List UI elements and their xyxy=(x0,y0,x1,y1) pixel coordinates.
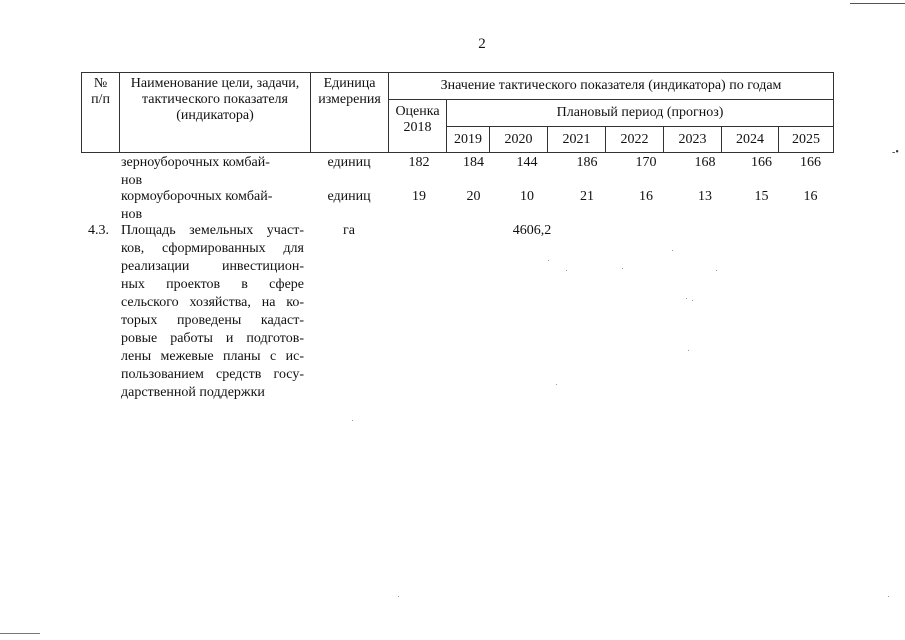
row-value: 168 xyxy=(694,155,716,170)
row-name: Площадь земельных участ- ков, сформированных для реализации инвестицион- ных проектов в сфере сельского хозяйства, на ко- торых проведены кадаст- ровые работы и подготов- лены межевые планы с ис- пользованием средств госу- дарственной поддержки xyxy=(121,223,304,400)
row-unit: га xyxy=(343,223,355,238)
row-value: 10 xyxy=(520,189,534,204)
top-edge-line xyxy=(850,3,905,4)
row-name: зерноуборочных комбай- нов xyxy=(121,155,270,188)
scan-speck xyxy=(888,596,889,597)
row-value: 166 xyxy=(751,155,772,170)
scan-speck xyxy=(672,250,673,251)
row-value: 20 xyxy=(466,189,481,204)
row-value: 166 xyxy=(800,155,821,170)
bottom-edge-line xyxy=(0,633,40,634)
row-name: кормоуборочных комбай- нов xyxy=(121,189,273,222)
row-value: 4606,2 xyxy=(512,223,552,238)
row-value: 184 xyxy=(463,155,484,170)
row-value: 182 xyxy=(408,155,430,170)
table-header xyxy=(81,72,834,153)
page-number: 2 xyxy=(478,36,486,52)
row-value: 19 xyxy=(412,189,426,204)
row-value: 15 xyxy=(754,189,769,204)
header-year: 2019 xyxy=(447,127,490,153)
scan-speck xyxy=(692,300,693,301)
scan-speck xyxy=(686,298,687,299)
row-number: 4.3. xyxy=(88,223,109,238)
scan-speck xyxy=(622,268,623,269)
header-year: 2025 xyxy=(779,127,834,153)
header-year: 2023 xyxy=(664,127,722,153)
row-value: 170 xyxy=(635,155,657,170)
row-value: 13 xyxy=(698,189,712,204)
scan-speck xyxy=(688,350,689,351)
scan-speck xyxy=(716,270,717,271)
row-value: 16 xyxy=(803,189,818,204)
header-unit: Единица измерения xyxy=(311,73,389,153)
header-year: 2022 xyxy=(606,127,664,153)
row-value: 144 xyxy=(516,155,538,170)
header-values-title: Значение тактического показателя (индикатора) по годам xyxy=(389,73,834,100)
row-unit: единиц xyxy=(327,155,371,170)
scan-speck xyxy=(352,420,353,421)
margin-mark: -• xyxy=(892,147,899,158)
row-unit: единиц xyxy=(327,189,371,204)
scan-speck xyxy=(566,270,567,271)
header-name: Наименование цели, задачи, тактического показателя (индикатора) xyxy=(120,73,311,153)
scan-speck xyxy=(548,260,549,261)
header-year: 2024 xyxy=(722,127,779,153)
row-value: 186 xyxy=(576,155,598,170)
scan-speck xyxy=(398,596,399,597)
header-year: 2020 xyxy=(490,127,548,153)
row-value: 16 xyxy=(639,189,653,204)
header-number: № п/п xyxy=(82,73,120,153)
row-value: 21 xyxy=(580,189,594,204)
scan-speck xyxy=(556,384,557,385)
header-plan-title: Плановый период (прогноз) xyxy=(447,100,834,127)
header-estimate: Оценка 2018 xyxy=(389,100,447,153)
header-year: 2021 xyxy=(548,127,606,153)
